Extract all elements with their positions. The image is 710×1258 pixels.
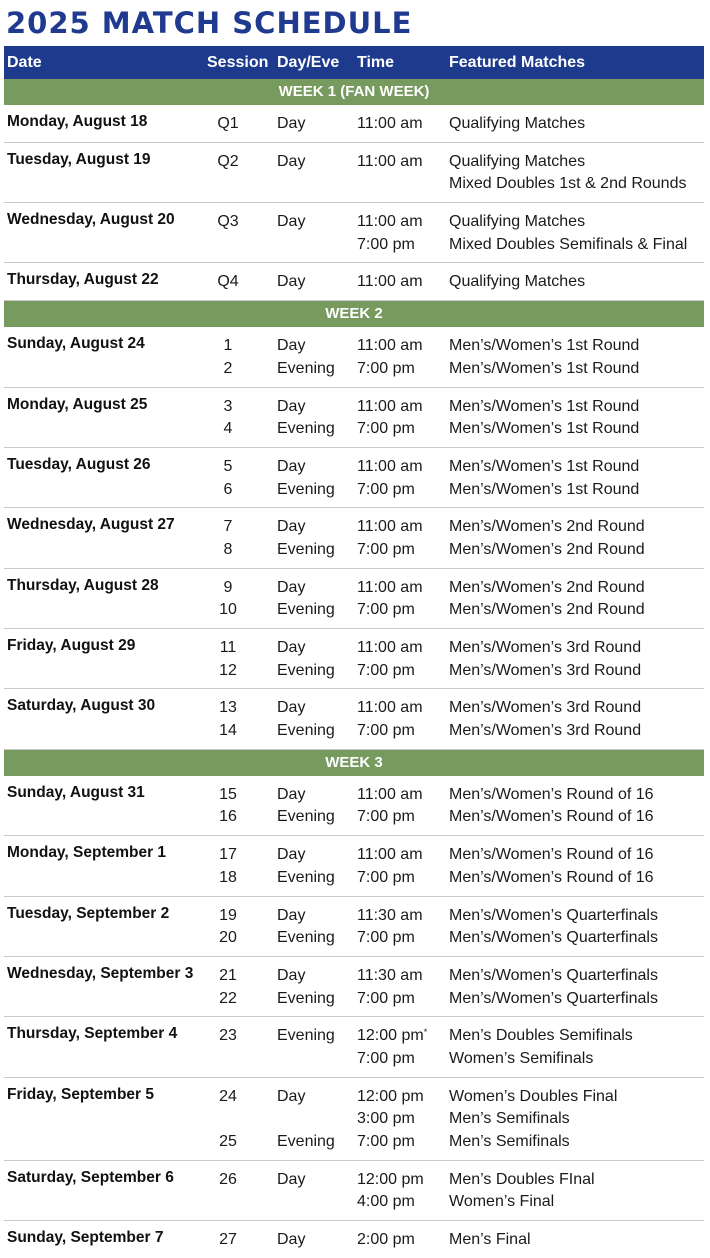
table-row: [4, 1017, 704, 1077]
session-cell: 4: [223, 420, 233, 438]
date-cell: Sunday, August 31: [7, 783, 145, 801]
table-row: [4, 448, 704, 508]
session-cell: 6: [223, 480, 233, 498]
row-line: [4, 539, 704, 562]
featured-cell: Men’s/Women’s 2nd Round: [449, 518, 645, 536]
time-cell: [357, 988, 415, 1011]
time-cell: [357, 539, 415, 562]
time-cell: [357, 479, 415, 502]
time-cell: [357, 516, 423, 539]
featured-cell: Men’s/Women’s Quarterfinals: [449, 966, 658, 984]
date-cell: Friday, September 5: [7, 1085, 155, 1103]
dayeve-cell: Evening: [277, 722, 335, 740]
time-footnote-mark: *: [423, 1027, 428, 1038]
row-line: [4, 479, 704, 502]
time-cell: [357, 720, 415, 743]
time-cell: [357, 965, 423, 988]
time-cell: [357, 151, 423, 174]
featured-cell: Qualifying Matches: [449, 213, 586, 231]
featured-cell: Men’s/Women’s 1st Round: [449, 457, 640, 475]
time-value: 2:00 pm: [357, 1231, 415, 1249]
dayeve-cell: Evening: [277, 480, 335, 498]
week-banner: WEEK 1 (FAN WEEK): [4, 79, 704, 105]
featured-cell: Men’s/Women’s Quarterfinals: [449, 989, 658, 1007]
time-value: 11:00 am: [357, 115, 423, 132]
row-line: [4, 396, 704, 419]
time-value: 7:00 pm: [357, 420, 415, 438]
session-cell: 15: [219, 785, 237, 803]
session-cell: Q3: [217, 213, 239, 231]
date-cell: Thursday, August 28: [7, 576, 159, 594]
dayeve-cell: Day: [277, 152, 306, 170]
table-row: [4, 327, 704, 387]
dayeve-cell: Evening: [277, 359, 335, 377]
time-cell: [357, 1191, 415, 1214]
table-row: [4, 897, 704, 957]
dayeve-cell: Evening: [277, 661, 335, 679]
dayeve-cell: Day: [277, 578, 306, 596]
row-line: [4, 113, 704, 136]
time-value: 11:00 am: [357, 213, 423, 231]
table-row: [4, 776, 704, 836]
time-value: 12:00 pm: [357, 1087, 424, 1105]
header-time: Time: [357, 54, 395, 71]
time-value: 3:00 pm: [357, 1110, 415, 1128]
table-header: [4, 46, 704, 79]
time-value: 11:00 am: [357, 518, 423, 536]
row-line: [4, 965, 704, 988]
dayeve-cell: Day: [277, 213, 306, 231]
row-line: [4, 660, 704, 683]
time-value: 12:00 pm: [357, 1027, 424, 1045]
row-line: [4, 151, 704, 174]
date-cell: Thursday, September 4: [7, 1025, 178, 1043]
table-row: [4, 1221, 704, 1258]
featured-cell: Men’s/Women’s Round of 16: [449, 808, 654, 826]
time-cell: [357, 335, 423, 358]
session-cell: 12: [219, 661, 237, 679]
featured-cell: Men’s/Women’s Round of 16: [449, 846, 654, 864]
session-cell: 27: [219, 1231, 237, 1249]
dayeve-cell: Evening: [277, 540, 335, 558]
time-cell: [357, 358, 415, 381]
time-value: 7:00 pm: [357, 1049, 415, 1067]
dayeve-cell: Evening: [277, 420, 335, 438]
date-cell: Tuesday, August 26: [7, 455, 151, 473]
time-cell: [357, 577, 423, 600]
session-cell: 16: [219, 808, 237, 826]
featured-cell: Men’s/Women’s Round of 16: [449, 868, 654, 886]
featured-cell: Men’s/Women’s 2nd Round: [449, 540, 645, 558]
row-line: [4, 1229, 704, 1252]
featured-cell: Men’s/Women’s 3rd Round: [449, 639, 642, 656]
row-line: [4, 335, 704, 358]
time-value: 7:00 pm: [357, 540, 415, 558]
featured-cell: Men’s/Women’s 2nd Round: [449, 601, 645, 619]
dayeve-cell: Evening: [277, 808, 335, 826]
row-line: [4, 1191, 704, 1214]
row-line: [4, 1025, 704, 1048]
time-cell: [357, 456, 423, 479]
session-cell: 22: [219, 989, 237, 1007]
row-line: [4, 844, 704, 867]
time-value: 11:00 am: [357, 152, 423, 170]
time-cell: [357, 1086, 424, 1109]
header-date: Date: [7, 54, 42, 71]
row-line: [4, 927, 704, 950]
featured-cell: Men’s/Women’s 1st Round: [449, 420, 640, 438]
time-value: 7:00 pm: [357, 1133, 415, 1150]
time-value: 11:00 am: [357, 785, 423, 803]
table-row: [4, 569, 704, 629]
dayeve-cell: Day: [277, 846, 306, 864]
row-line: [4, 697, 704, 720]
featured-cell: Men’s/Women’s 1st Round: [449, 480, 640, 498]
dayeve-cell: Day: [277, 639, 306, 656]
date-cell: Wednesday, August 27: [7, 516, 175, 534]
date-cell: Tuesday, September 2: [7, 904, 170, 922]
table-row: [4, 1078, 704, 1161]
table-row: [4, 957, 704, 1017]
time-value: 7:00 pm: [357, 722, 415, 740]
row-line: [4, 905, 704, 928]
featured-cell: Men’s/Women’s 3rd Round: [449, 661, 642, 679]
row-line: [4, 988, 704, 1011]
featured-cell: Men’s/Women’s 3rd Round: [449, 722, 642, 740]
schedule-table: [4, 46, 704, 1258]
time-cell: [357, 113, 423, 136]
time-value: 7:00 pm: [357, 929, 415, 947]
featured-cell: Men’s Semifinals: [449, 1110, 570, 1128]
row-line: [4, 599, 704, 622]
time-value: 12:00 pm: [357, 1170, 424, 1188]
dayeve-cell: Evening: [277, 868, 335, 886]
row-line: [4, 1086, 704, 1109]
session-cell: Q4: [217, 273, 239, 291]
row-line: [4, 637, 704, 660]
time-cell: [357, 1131, 415, 1154]
session-cell: 18: [219, 868, 237, 886]
table-row: [4, 629, 704, 689]
time-cell: [357, 806, 415, 829]
time-value: 11:00 am: [357, 578, 423, 596]
date-cell: Thursday, August 22: [7, 271, 159, 289]
time-value: 7:00 pm: [357, 601, 415, 619]
featured-cell: Men’s/Women’s Quarterfinals: [449, 906, 658, 924]
time-cell: [357, 1048, 415, 1071]
table-row: [4, 143, 704, 203]
session-cell: 5: [223, 457, 233, 475]
dayeve-cell: Evening: [277, 1133, 335, 1150]
time-value: 11:00 am: [357, 639, 423, 656]
row-line: [4, 1131, 704, 1154]
time-cell: [357, 637, 423, 660]
session-cell: 20: [219, 929, 237, 947]
dayeve-cell: Day: [277, 397, 306, 415]
time-value: 11:00 am: [357, 273, 423, 291]
date-cell: Wednesday, August 20: [7, 211, 175, 229]
featured-cell: Mixed Doubles 1st & 2nd Rounds: [449, 175, 687, 193]
time-cell: [357, 697, 423, 720]
table-row: [4, 689, 704, 749]
featured-cell: Men’s/Women’s 1st Round: [449, 337, 640, 355]
time-value: 11:00 am: [357, 397, 423, 415]
row-line: [4, 173, 704, 196]
featured-cell: Men’s/Women’s 1st Round: [449, 359, 640, 377]
date-cell: Saturday, September 6: [7, 1168, 174, 1186]
table-row: [4, 836, 704, 896]
row-line: [4, 211, 704, 234]
time-cell: [357, 905, 423, 928]
header-featured: Featured Matches: [449, 54, 586, 71]
session-cell: 13: [219, 699, 237, 717]
time-value: 11:00 am: [357, 337, 423, 355]
row-line: [4, 784, 704, 807]
session-cell: 8: [223, 540, 233, 558]
row-line: [4, 720, 704, 743]
session-cell: 11: [219, 639, 237, 656]
dayeve-cell: Day: [277, 1087, 306, 1105]
row-line: [4, 418, 704, 441]
table-row: [4, 263, 704, 301]
dayeve-cell: Day: [277, 1170, 306, 1188]
featured-cell: Men’s Doubles FInal: [449, 1170, 595, 1188]
time-cell: [357, 927, 415, 950]
dayeve-cell: Day: [277, 1231, 306, 1249]
dayeve-cell: Day: [277, 457, 306, 475]
row-line: [4, 456, 704, 479]
time-value: 7:00 pm: [357, 661, 415, 679]
table-row: [4, 1161, 704, 1221]
featured-cell: Women’s Semifinals: [449, 1049, 594, 1067]
row-line: [4, 1169, 704, 1192]
date-cell: Monday, August 18: [7, 113, 148, 130]
header-session: Session: [207, 54, 269, 71]
time-cell: [357, 1025, 427, 1048]
time-value: 11:00 am: [357, 846, 423, 864]
table-row: [4, 508, 704, 568]
row-line: [4, 358, 704, 381]
date-cell: Monday, August 25: [7, 395, 148, 413]
session-cell: 26: [219, 1170, 237, 1188]
featured-cell: Men’s/Women’s Round of 16: [449, 785, 654, 803]
dayeve-cell: Day: [277, 906, 306, 924]
date-cell: Friday, August 29: [7, 637, 136, 654]
row-line: [4, 234, 704, 257]
time-value: 7:00 pm: [357, 989, 415, 1007]
dayeve-cell: Day: [277, 699, 306, 717]
time-value: 7:00 pm: [357, 808, 415, 826]
date-cell: Sunday, August 24: [7, 335, 145, 353]
time-cell: [357, 1229, 415, 1252]
featured-cell: Men’s Final: [449, 1231, 531, 1249]
dayeve-cell: Evening: [277, 1027, 335, 1045]
time-value: 7:00 pm: [357, 868, 415, 886]
featured-cell: Women’s Final: [449, 1193, 555, 1211]
page-title: 2025 MATCH SCHEDULE: [6, 6, 413, 40]
featured-cell: Qualifying Matches: [449, 115, 586, 132]
dayeve-cell: Day: [277, 966, 306, 984]
row-line: [4, 1048, 704, 1071]
time-value: 11:30 am: [357, 966, 423, 984]
row-line: [4, 577, 704, 600]
dayeve-cell: Day: [277, 273, 306, 291]
time-cell: [357, 234, 415, 257]
time-cell: [357, 1169, 424, 1192]
featured-cell: Men’s/Women’s 2nd Round: [449, 578, 645, 596]
session-cell: 7: [223, 518, 233, 536]
date-cell: Wednesday, September 3: [7, 964, 194, 982]
date-cell: Sunday, September 7: [7, 1229, 164, 1247]
time-value: 4:00 pm: [357, 1193, 415, 1211]
time-cell: [357, 599, 415, 622]
time-value: 11:00 am: [357, 699, 423, 717]
featured-cell: Men’s Semifinals: [449, 1133, 570, 1150]
session-cell: 24: [219, 1087, 237, 1105]
row-line: [4, 516, 704, 539]
time-cell: [357, 271, 423, 294]
time-cell: [357, 784, 423, 807]
session-cell: 14: [219, 722, 237, 740]
featured-cell: Mixed Doubles Semifinals & Final: [449, 235, 688, 253]
featured-cell: Men’s/Women’s Quarterfinals: [449, 929, 658, 947]
table-row: [4, 203, 704, 263]
dayeve-cell: Day: [277, 518, 306, 536]
time-cell: [357, 1108, 415, 1131]
date-cell: Tuesday, August 19: [7, 150, 151, 168]
table-row: [4, 105, 704, 143]
week-banner: WEEK 3: [4, 750, 704, 776]
session-cell: 9: [223, 578, 233, 596]
featured-cell: Men’s/Women’s 1st Round: [449, 397, 640, 415]
session-cell: 19: [219, 906, 237, 924]
session-cell: 1: [223, 337, 233, 355]
time-cell: [357, 396, 423, 419]
session-cell: 25: [219, 1133, 237, 1150]
header-dayeve: Day/Eve: [277, 54, 340, 71]
time-cell: [357, 211, 423, 234]
time-value: 11:30 am: [357, 906, 423, 924]
time-value: 7:00 pm: [357, 235, 415, 253]
row-line: [4, 271, 704, 294]
table-row: [4, 388, 704, 448]
week-banner: WEEK 2: [4, 301, 704, 327]
dayeve-cell: Day: [277, 785, 306, 803]
featured-cell: Women’s Doubles Final: [449, 1087, 618, 1105]
featured-cell: Men’s Doubles Semifinals: [449, 1027, 633, 1045]
session-cell: Q1: [217, 115, 239, 132]
row-line: [4, 867, 704, 890]
time-cell: [357, 418, 415, 441]
date-cell: Saturday, August 30: [7, 697, 156, 715]
row-line: [4, 806, 704, 829]
time-value: 11:00 am: [357, 457, 423, 475]
time-value: 7:00 pm: [357, 480, 415, 498]
date-cell: Monday, September 1: [7, 844, 167, 862]
dayeve-cell: Evening: [277, 989, 335, 1007]
time-cell: [357, 844, 423, 867]
dayeve-cell: Evening: [277, 601, 335, 619]
featured-cell: Qualifying Matches: [449, 152, 586, 170]
row-line: [4, 1108, 704, 1131]
session-cell: 21: [219, 966, 237, 984]
session-cell: 10: [219, 601, 237, 619]
time-cell: [357, 660, 415, 683]
session-cell: 17: [219, 846, 237, 864]
dayeve-cell: Day: [277, 115, 306, 132]
session-cell: 2: [223, 359, 233, 377]
time-cell: [357, 867, 415, 890]
dayeve-cell: Day: [277, 337, 306, 355]
featured-cell: Qualifying Matches: [449, 273, 586, 291]
time-value: 7:00 pm: [357, 359, 415, 377]
featured-cell: Men’s/Women’s 3rd Round: [449, 699, 642, 717]
session-cell: 3: [223, 397, 233, 415]
dayeve-cell: Evening: [277, 929, 335, 947]
session-cell: 23: [219, 1027, 237, 1045]
session-cell: Q2: [217, 152, 239, 170]
